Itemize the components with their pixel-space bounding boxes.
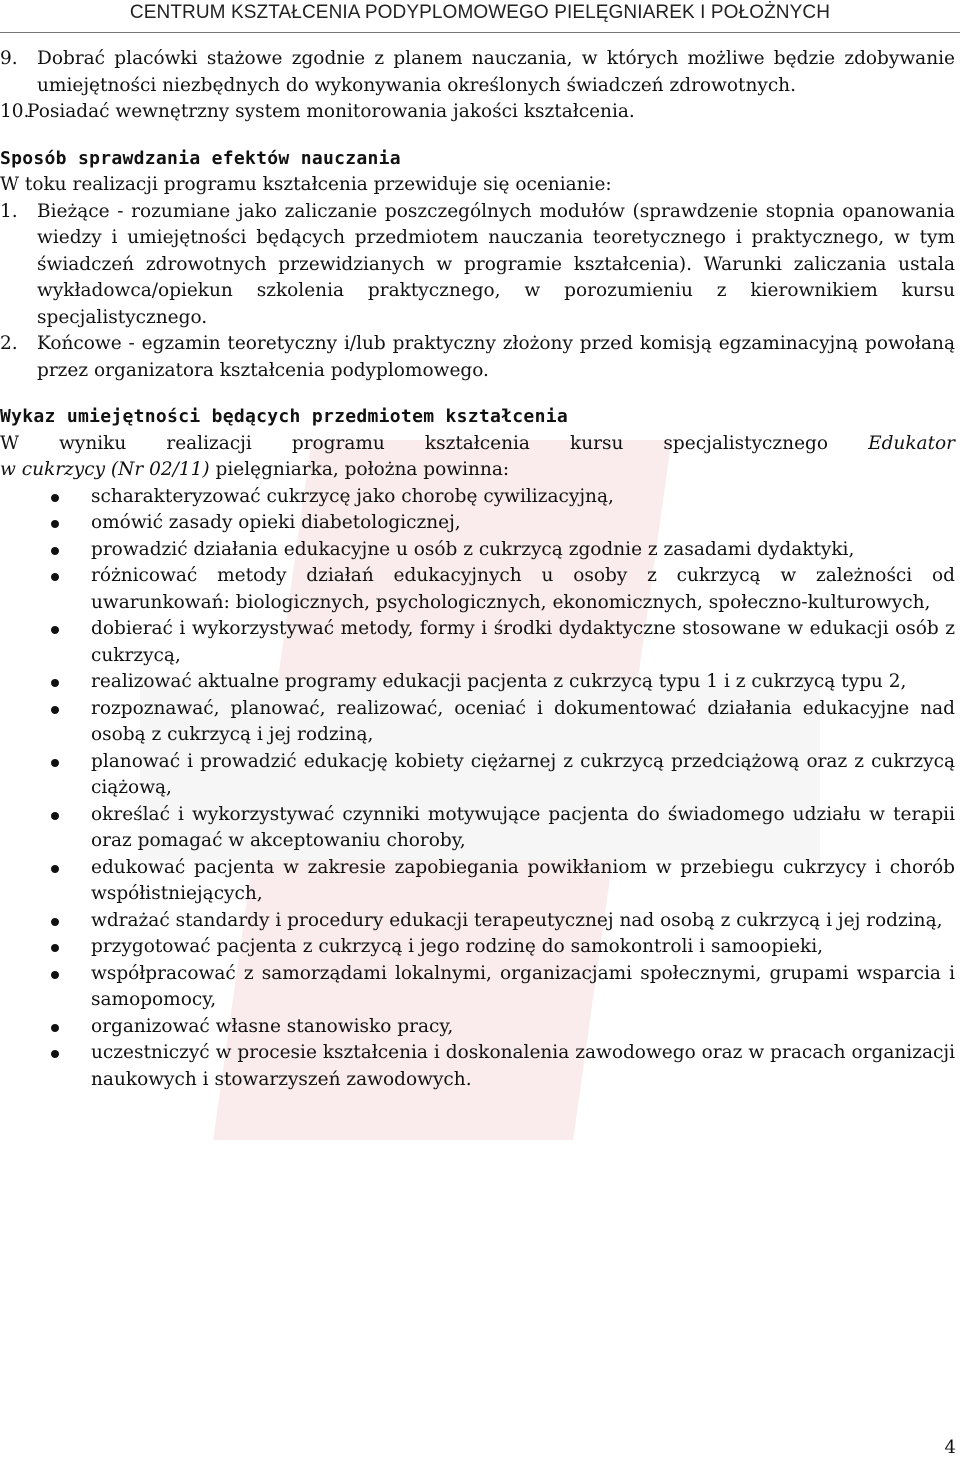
bullet-icon (51, 759, 59, 767)
bullet-icon (51, 494, 59, 502)
bullet-icon (51, 547, 59, 555)
bullet-icon (51, 918, 59, 926)
skill-item (0, 749, 955, 802)
skill-item (0, 961, 955, 1014)
bullet-icon (51, 812, 59, 820)
skills-intro-line-2 (0, 457, 955, 484)
page-number: 4 (944, 1437, 956, 1458)
course-number: w cukrzycy (Nr 02/11) (0, 459, 210, 480)
skill-item (0, 484, 955, 511)
skills-list (0, 484, 955, 1094)
skill-text: organizować własne stanowisko pracy, (91, 1015, 454, 1037)
skill-text: określać i wykorzystywać czynniki motywujące pacjenta do świadomego udziału w terapii oraz pomagać w akceptowaniu choroby, (91, 803, 955, 851)
skill-text: wdrażać standardy i procedury edukacji terapeutycznej nad osobą z cukrzycą i jej rodziną, (91, 909, 943, 931)
skill-text: rozpoznawać, planować, realizować, oceniać i dokumentować działania edukacyjne nad osobą z cukrzycą i jej rodziną, (91, 697, 955, 745)
assessment-heading: Sposób sprawdzania efektów nauczania (0, 147, 401, 169)
assessment-number: 2. (0, 333, 18, 354)
condition-item (0, 99, 955, 126)
skills-heading: Wykaz umiejętności będących przedmiotem kształcenia (0, 406, 568, 427)
bullet-icon (51, 706, 59, 714)
bullet-icon (51, 520, 59, 528)
document-body (0, 46, 955, 1093)
condition-text: Posiadać wewnętrzny system monitorowania jakości kształcenia. (27, 101, 635, 122)
skill-item (0, 616, 955, 669)
skill-item (0, 537, 955, 564)
assessment-item (0, 331, 955, 384)
skill-item (0, 669, 955, 696)
skill-text: różnicować metody działań edukacyjnych u osoby z cukrzycą w zależności od uwarunkowań: biologicznych, psychologicznych, ekonomicznych, społeczno-kulturowych, (91, 565, 955, 613)
assessment-text: Bieżące - rozumiane jako zaliczanie poszczególnych modułów (sprawdzenie stopnia opanowania wiedzy i umiejętności będących przedmiotem nauczania teoretycznego i praktycznego, w tym świadczeń zdrowotnych przewidzianych w programie kształcenia). Warunki zaliczania ustala wykładowca/opiekun szkolenia praktycznego, w porozumieniu z kierownikiem kursu specjalistycznego. (37, 200, 955, 328)
skill-item (0, 696, 955, 749)
bullet-icon (51, 1024, 59, 1032)
assessment-number: 1. (0, 200, 18, 222)
bullet-icon (51, 944, 59, 952)
bullet-icon (51, 971, 59, 979)
skill-item (0, 908, 955, 935)
skill-text: realizować aktualne programy edukacji pacjenta z cukrzycą typu 1 i z cukrzycą typu 2, (91, 671, 907, 692)
skill-text: planować i prowadzić edukację kobiety ciężarnej z cukrzycą przedciążową oraz z cukrzycą ciążową, (91, 750, 955, 798)
condition-text: Dobrać placówki stażowe zgodnie z planem nauczania, w których możliwe będzie zdobywanie umiejętności niezbędnych do wykonywania określonych świadczeń zdrowotnych. (37, 48, 955, 96)
condition-number: 9. (0, 48, 18, 69)
skill-text: edukować pacjenta w zakresie zapobiegania powikłaniom w przebiegu cukrzycy i chorób współistniejących, (91, 856, 955, 904)
bullet-icon (51, 573, 59, 581)
skill-item (0, 1014, 955, 1041)
skill-item (0, 802, 955, 855)
bullet-icon (51, 1050, 59, 1058)
bullet-icon (51, 865, 59, 873)
skill-text: scharakteryzować cukrzycę jako chorobę cywilizacyjną, (91, 485, 614, 507)
skill-text: dobierać i wykorzystywać metody, formy i środki dydaktyczne stosowane w edukacji osób z cukrzycą, (91, 618, 955, 666)
skill-item (0, 510, 955, 537)
assessment-intro: W toku realizacji programu kształcenia przewiduje się ocenianie: (0, 174, 612, 195)
bullet-icon (51, 679, 59, 687)
skill-text: uczestniczyć w procesie kształcenia i doskonalenia zawodowego oraz w pracach organizacji naukowych i stowarzyszeń zawodowych. (91, 1042, 955, 1090)
skill-item (0, 563, 955, 616)
skill-text: prowadzić działania edukacyjne u osób z cukrzycą zgodnie z zasadami dydaktyki, (91, 538, 855, 560)
header-title: CENTRUM KSZTAŁCENIA PODYPLOMOWEGO PIELĘGNIAREK I POŁOŻNYCH (129, 2, 831, 23)
skill-item (0, 1040, 955, 1093)
assessment-item (0, 199, 955, 332)
bullet-icon (51, 626, 59, 634)
skills-intro-text: W wyniku realizacji programu kształcenia kursu specjalistycznego (0, 432, 829, 454)
header-divider (0, 32, 960, 33)
page-header (0, 0, 960, 34)
skills-intro-line (0, 431, 955, 458)
assessment-text: Końcowe - egzamin teoretyczny i/lub praktyczny złożony przed komisją egzaminacyjną powołaną przez organizatora kształcenia podyplomowego. (37, 333, 955, 381)
skills-intro-rest: pielęgniarka, położna powinna: (209, 459, 510, 480)
skill-text: przygotować pacjenta z cukrzycą i jego rodzinę do samokontroli i samoopieki, (91, 936, 824, 957)
course-name: Edukator (868, 432, 955, 454)
skill-text: omówić zasady opieki diabetologicznej, (91, 512, 461, 533)
skill-text: współpracować z samorządami lokalnymi, organizacjami społecznymi, grupami wsparcia i samopomocy, (91, 962, 955, 1010)
condition-item (0, 46, 955, 99)
skill-item (0, 855, 955, 908)
condition-number: 10. (0, 101, 30, 122)
skill-item (0, 934, 955, 961)
